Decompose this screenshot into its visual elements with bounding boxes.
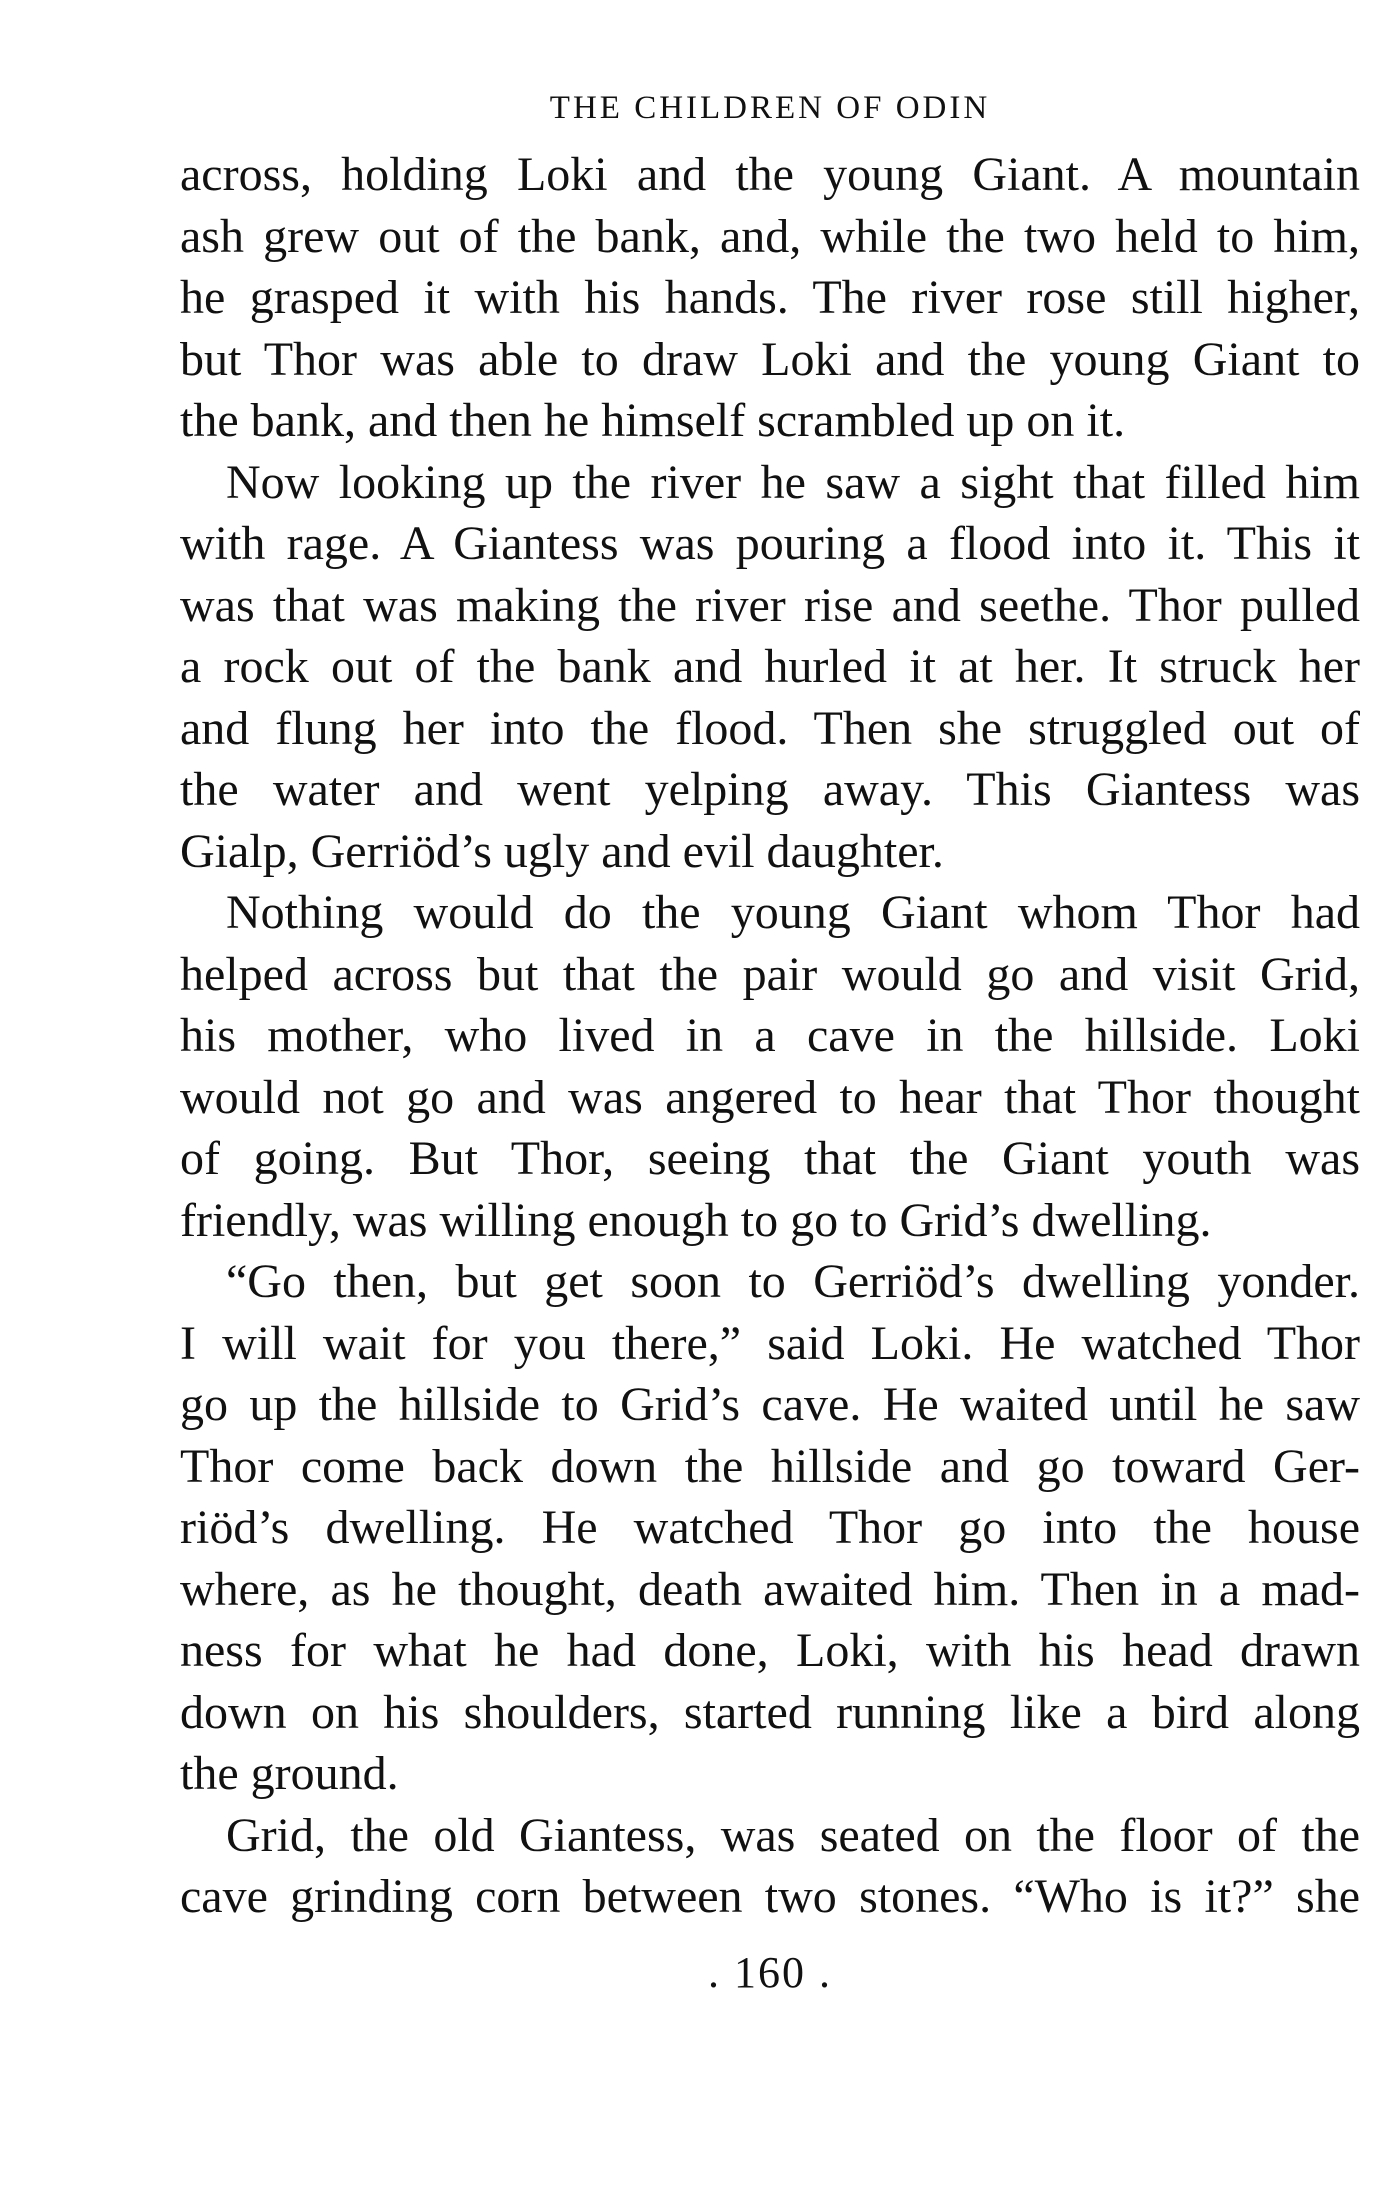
text-line: down on his shoulders, started running like a bird along (180, 1685, 1360, 1739)
text-line: Gialp, Gerriöd’s ugly and evil daughter. (180, 824, 944, 878)
paragraph-1 (180, 144, 1360, 452)
running-head: THE CHILDREN OF ODIN (549, 90, 991, 126)
text-line: riöd’s dwelling. He watched Thor go into the house (180, 1501, 1360, 1554)
text-line: cave grinding corn between two stones. “Who is it?” she (180, 1870, 1360, 1923)
text-line: the bank, and then he himself scrambled up on it. (180, 394, 1126, 447)
text-line: “Go then, but get soon to Gerriöd’s dwelling yonder. (226, 1255, 1360, 1308)
text-line: go up the hillside to Grid’s cave. He waited until he saw (180, 1378, 1360, 1431)
text-line: and flung her into the flood. Then she struggled out of (180, 701, 1360, 755)
text-line: with rage. A Giantess was pouring a flood into it. This it (180, 517, 1360, 570)
text-line: I will wait for you there,” said Loki. He watched Thor (180, 1316, 1360, 1370)
text-line: Nothing would do the young Giant whom Thor had (226, 886, 1360, 939)
page-number: . 160 . (708, 1948, 832, 1997)
text-line: ash grew out of the bank, and, while the two held to him, (180, 209, 1360, 263)
text-line: of going. But Thor, seeing that the Giant youth was (180, 1132, 1360, 1185)
paragraph-2 (180, 452, 1360, 883)
body-text (180, 144, 1360, 1928)
text-line: Grid, the old Giantess, was seated on the floor of the (226, 1808, 1360, 1862)
text-line: Now looking up the river he saw a sight that filled him (226, 455, 1360, 509)
text-line: a rock out of the bank and hurled it at her. It struck her (180, 640, 1360, 693)
text-line: friendly, was willing enough to go to Grid’s dwelling. (180, 1193, 1212, 1247)
text-line: his mother, who lived in a cave in the hillside. Loki (180, 1009, 1360, 1062)
text-line: the ground. (180, 1747, 399, 1800)
text-line: ness for what he had done, Loki, with his head drawn (180, 1624, 1360, 1677)
text-line: the water and went yelping away. This Giantess was (180, 763, 1360, 816)
text-line: Thor come back down the hillside and go toward Ger- (180, 1439, 1360, 1493)
paragraph-4 (180, 1251, 1360, 1805)
text-line: would not go and was angered to hear that Thor thought (180, 1070, 1360, 1124)
paragraph-3 (180, 882, 1360, 1251)
text-line: was that was making the river rise and seethe. Thor pulled (180, 578, 1360, 632)
text-line: he grasped it with his hands. The river rose still higher, (180, 271, 1360, 324)
text-line: across, holding Loki and the young Giant. A mountain (180, 148, 1360, 201)
paragraph-5 (180, 1805, 1360, 1928)
text-line: but Thor was able to draw Loki and the young Giant to (180, 332, 1360, 386)
text-line: helped across but that the pair would go and visit Grid, (180, 947, 1360, 1001)
text-line: where, as he thought, death awaited him. Then in a mad- (180, 1562, 1360, 1616)
